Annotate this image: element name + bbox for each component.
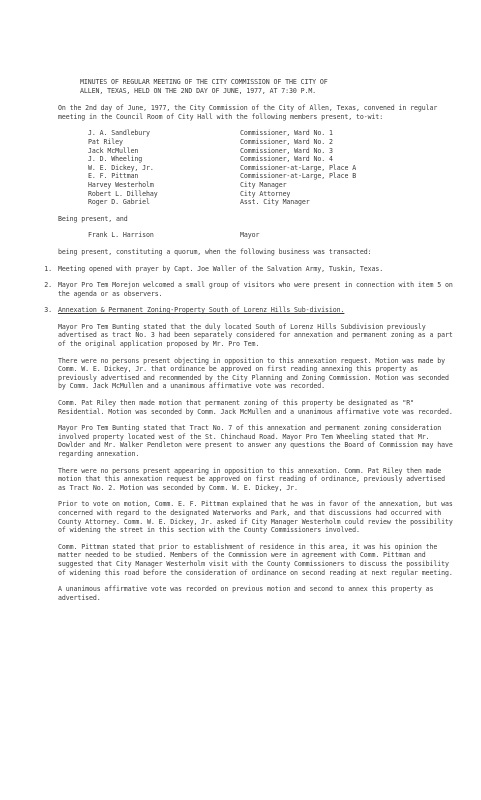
member-name: J. A. Sandlebury: [88, 129, 150, 138]
item-number: 1.: [44, 264, 52, 273]
roster-row: [88, 164, 455, 173]
member-name: J. D. Wheeling: [88, 155, 143, 164]
member-title: Commissioner, Ward No. 1: [240, 129, 333, 138]
member-name: W. E. Dickey, Jr.: [88, 163, 154, 172]
member-name: Jack McMullen: [88, 146, 139, 155]
member-title: Asst. City Manager: [240, 198, 310, 207]
also-present-label: Being present, and: [58, 214, 128, 223]
minutes-title: [80, 78, 455, 95]
member-name: Roger D. Gabriel: [88, 198, 150, 207]
member-title: Commissioner-at-Large, Place A: [240, 163, 357, 172]
mayor-row: [88, 231, 455, 240]
mayor-name: Frank L. Harrison: [88, 231, 154, 240]
body-paragraph: Mayor Pro Tem Bunting stated that Tract No. 7 of this annexation and permanent zoning consideration involved property located west of the St. Chinchaud Road. Mayor Pro Tem Wheeling stated that Mr. Dowlder and Mr. Walker Pendleton were present to answer any questions the Board of Commission may have regarding annexation.: [58, 424, 453, 458]
member-name: Harvey Westerholm: [88, 180, 154, 189]
roster-row: [88, 147, 455, 156]
body-paragraph: There were no persons present objecting in opposition to this annexation request. Motion was made by Comm. W. E. Dickey, Jr. that ordinance be approved on first reading annexing this property as previously advertised and recommended by the City Planning and Zoning Commission. Motion was seconded by Comm. Jack McMullen and a unanimous affirmative vote was recorded.: [58, 356, 449, 391]
body-paragraph: Comm. Pittman stated that prior to establishment of residence in this area, it was his opinion the matter needed to be studied. Members of the Commission were in agreement with Comm. Pittman and suggested that City Manager Westerholm visit with the County Commissioners to discuss the possibility of widening this road before the consideration of ordinance on second reading at next regular meeting.: [58, 542, 453, 577]
roster-row: [88, 129, 455, 138]
member-title: City Attorney: [240, 189, 291, 198]
member-name: Pat Riley: [88, 137, 123, 146]
mayor-title: Mayor: [240, 231, 260, 240]
member-name: Robert L. Dillehay: [88, 189, 158, 198]
opening-paragraph: On the 2nd day of June, 1977, the City Commission of the City of Allen, Texas, convened in regular meeting in the Council Room of City Hall with the following members present, to-wit:: [58, 104, 438, 121]
member-title: City Manager: [240, 180, 287, 189]
member-title: Commissioner, Ward No. 4: [240, 155, 333, 164]
roster-row: [88, 181, 455, 190]
agenda-item-1: [30, 265, 455, 274]
body-paragraph: Comm. Pat Riley then made motion that permanent zoning of this property be designated as "R" Residential. Motion was seconded by Comm. Jack McMullen and a unanimous affirmative vote was recorded.: [58, 399, 453, 416]
roster-row: [88, 172, 455, 181]
quorum-paragraph: being present, constituting a quorum, when the following business was transacted:: [58, 247, 372, 256]
title-line-1: MINUTES OF REGULAR MEETING OF THE CITY COMMISSION OF THE CITY OF: [80, 78, 328, 86]
body-paragraph: Mayor Pro Tem Bunting stated that the duly located South of Lorenz Hills Subdivision previously advertised as tract No. 3 had been separately considered for annexation and permanent zoning as a part of the original application proposed by Mr. Pro Tem.: [58, 322, 453, 349]
member-title: Commissioner, Ward No. 2: [240, 137, 333, 146]
roster-row: [88, 138, 455, 147]
agenda-item-2: [30, 281, 455, 298]
body-paragraph: There were no persons present appearing in opposition to this annexation. Comm. Pat Riley then made motion that this annexation request be approved on first reading of ordinance, previously advertised as Tract No. 2. Motion was seconded by Comm. W. E. Dickey, Jr.: [58, 466, 445, 492]
member-name: E. F. Pittman: [88, 172, 139, 181]
item-number: 2.: [44, 281, 52, 290]
title-line-2: ALLEN, TEXAS, HELD ON THE 2ND DAY OF JUNE, 1977, AT 7:30 P.M.: [80, 86, 317, 95]
body-paragraph: A unanimous affirmative vote was recorded on previous motion and second to annex this property as advertised.: [58, 585, 434, 602]
roster-row: [88, 155, 455, 164]
item-text: Meeting opened with prayer by Capt. Joe Waller of the Salvation Army, Tuskin, Texas.: [58, 264, 384, 273]
roster-row: [88, 190, 455, 199]
members-roster: [88, 129, 455, 206]
item-heading: Annexation & Permanent Zoning-Property South of Lorenz Hills Sub-division.: [58, 306, 345, 315]
member-title: Commissioner-at-Large, Place B: [240, 172, 357, 181]
roster-row: [88, 198, 455, 207]
body-paragraph: Prior to vote on motion, Comm. E. F. Pittman explained that he was in favor of the annexation, but was concerned with regard to the designated Waterworks and Park, and that discussions had occurred with County Attorney. Comm. W. E. Dickey, Jr. asked if City Manager Westerholm could review the possibility of widening the street in this section with the County Commissioners involved.: [58, 500, 453, 535]
item-number: 3.: [44, 306, 52, 315]
agenda-item-3: [30, 306, 455, 315]
member-title: Commissioner, Ward No. 3: [240, 146, 333, 155]
item-text: Mayor Pro Tem Morejon welcomed a small group of visitors who were present in connection with item 5 on the agenda or as observers.: [58, 281, 453, 298]
